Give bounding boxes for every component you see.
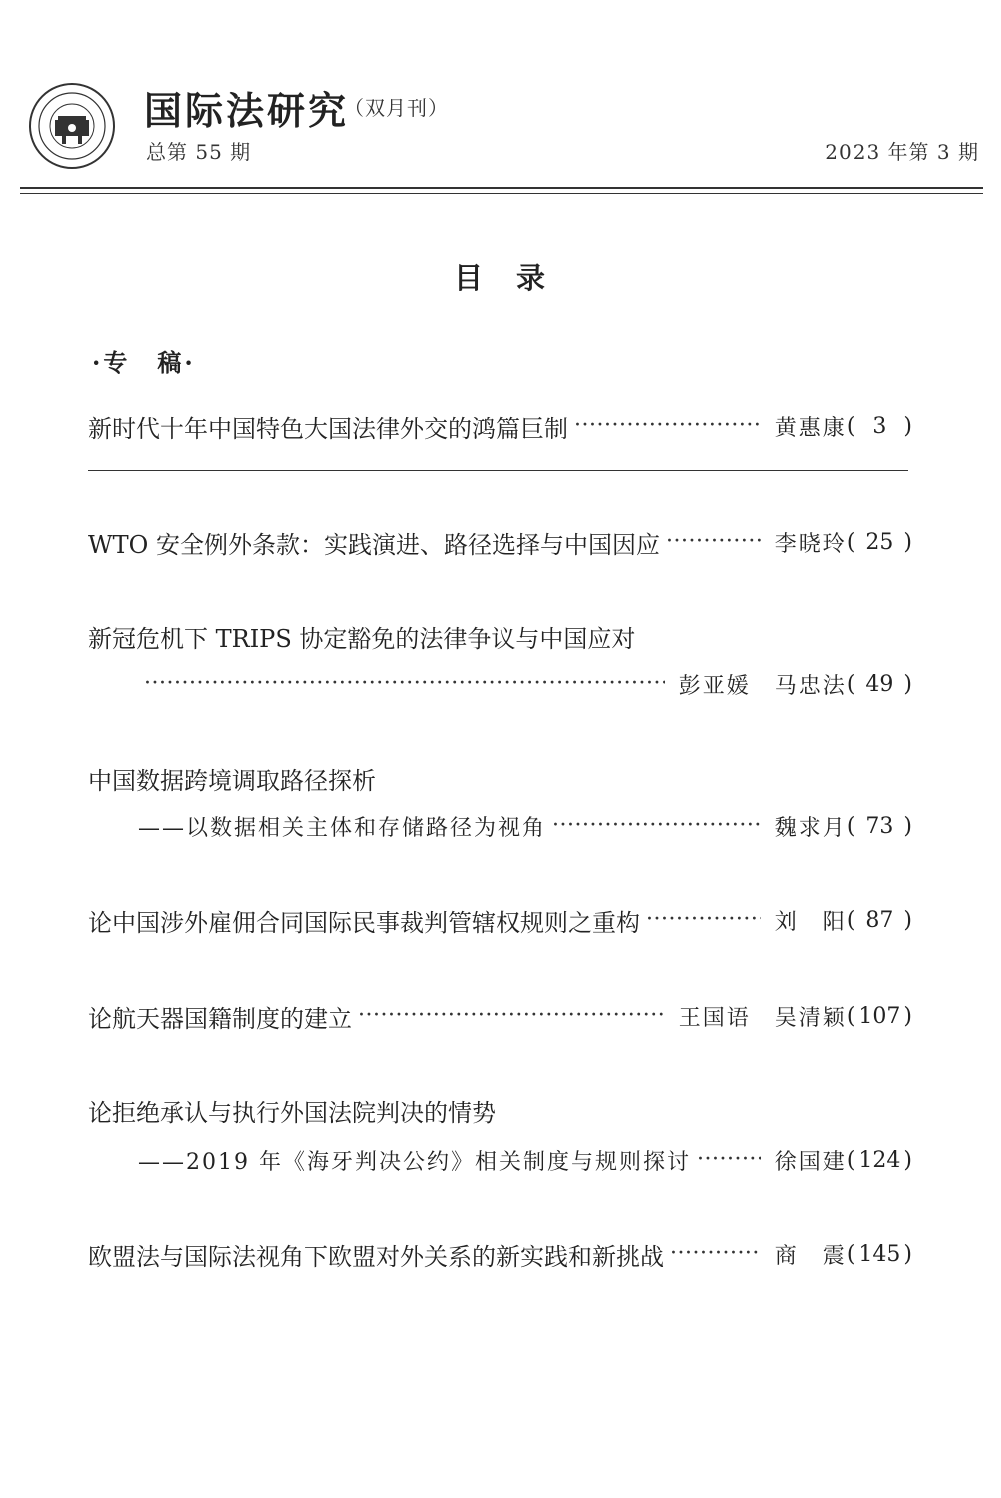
entry-title: 新时代十年中国特色大国法律外交的鸿篇巨制	[88, 414, 568, 443]
toc-entry[interactable]	[88, 996, 912, 1036]
entry-subtitle: ——2019 年《海牙判决公约》相关制度与规则探讨	[138, 1149, 691, 1175]
issue-number: 2023 年第 3 期	[825, 140, 979, 164]
leader-dots	[691, 1140, 761, 1180]
toc-entry[interactable]	[88, 1234, 912, 1274]
entry-title: 新冠危机下 TRIPS 协定豁免的法律争议与中国应对	[88, 624, 636, 653]
toc-entry-continued[interactable]	[138, 664, 912, 704]
entry-authors: 徐国建	[774, 1149, 847, 1175]
journal-title: 国际法研究	[144, 88, 350, 133]
toc-entry[interactable]	[88, 406, 912, 446]
journal-frequency: （双月刊）	[344, 96, 449, 120]
entry-page: ( 3 )	[846, 413, 912, 439]
section-divider	[88, 470, 908, 471]
toc-entry-subtitle-row[interactable]	[138, 1140, 912, 1180]
toc-title: 目 录	[453, 261, 547, 295]
entry-title: 中国数据跨境调取路径探析	[88, 766, 376, 795]
entry-authors: 李晓玲	[774, 531, 847, 557]
journal-seal-logo	[28, 82, 116, 170]
entry-title: 论航天器国籍制度的建立	[88, 1004, 352, 1033]
leader-dots	[352, 996, 665, 1036]
entry-page: ( 145 )	[846, 1241, 912, 1267]
toc-entry[interactable]	[88, 758, 912, 798]
entry-title: 论中国涉外雇佣合同国际民事裁判管辖权规则之重构	[88, 908, 640, 937]
leader-dots	[568, 406, 761, 446]
leader-dots	[138, 664, 665, 704]
entry-title: 欧盟法与国际法视角下欧盟对外关系的新实践和新挑战	[88, 1242, 664, 1271]
section-label: ·专 稿·	[92, 348, 196, 377]
entry-authors: 彭亚媛 马忠法	[678, 673, 847, 699]
entry-authors: 黄惠康	[774, 415, 847, 441]
toc-entry[interactable]	[88, 522, 912, 562]
entry-title: WTO 安全例外条款：实践演进、路径选择与中国因应	[88, 530, 660, 559]
toc-entry[interactable]	[88, 900, 912, 940]
entry-page: ( 87 )	[846, 907, 912, 933]
entry-page: ( 73 )	[846, 813, 912, 839]
entry-authors: 魏求月	[774, 815, 847, 841]
leader-dots	[660, 522, 761, 562]
entry-authors: 刘 阳	[774, 909, 847, 935]
toc-entry[interactable]	[88, 616, 912, 656]
header-rule-thin	[20, 193, 983, 194]
leader-dots	[664, 1234, 761, 1274]
toc-entry-subtitle-row[interactable]	[138, 806, 912, 846]
total-issue-number: 总第 55 期	[146, 140, 252, 164]
entry-page: ( 49 )	[846, 671, 912, 697]
header-rule-thick	[20, 187, 983, 189]
entry-authors: 王国语 吴清颖	[678, 1005, 847, 1031]
entry-page: ( 107 )	[846, 1003, 912, 1029]
entry-page: ( 25 )	[846, 529, 912, 555]
leader-dots	[546, 806, 761, 846]
leader-dots	[640, 900, 761, 940]
entry-authors: 商 震	[774, 1243, 847, 1269]
entry-subtitle: ——以数据相关主体和存储路径为视角	[138, 815, 547, 841]
toc-entry[interactable]	[88, 1090, 912, 1130]
entry-page: ( 124 )	[846, 1147, 912, 1173]
entry-title: 论拒绝承认与执行外国法院判决的情势	[88, 1098, 496, 1127]
